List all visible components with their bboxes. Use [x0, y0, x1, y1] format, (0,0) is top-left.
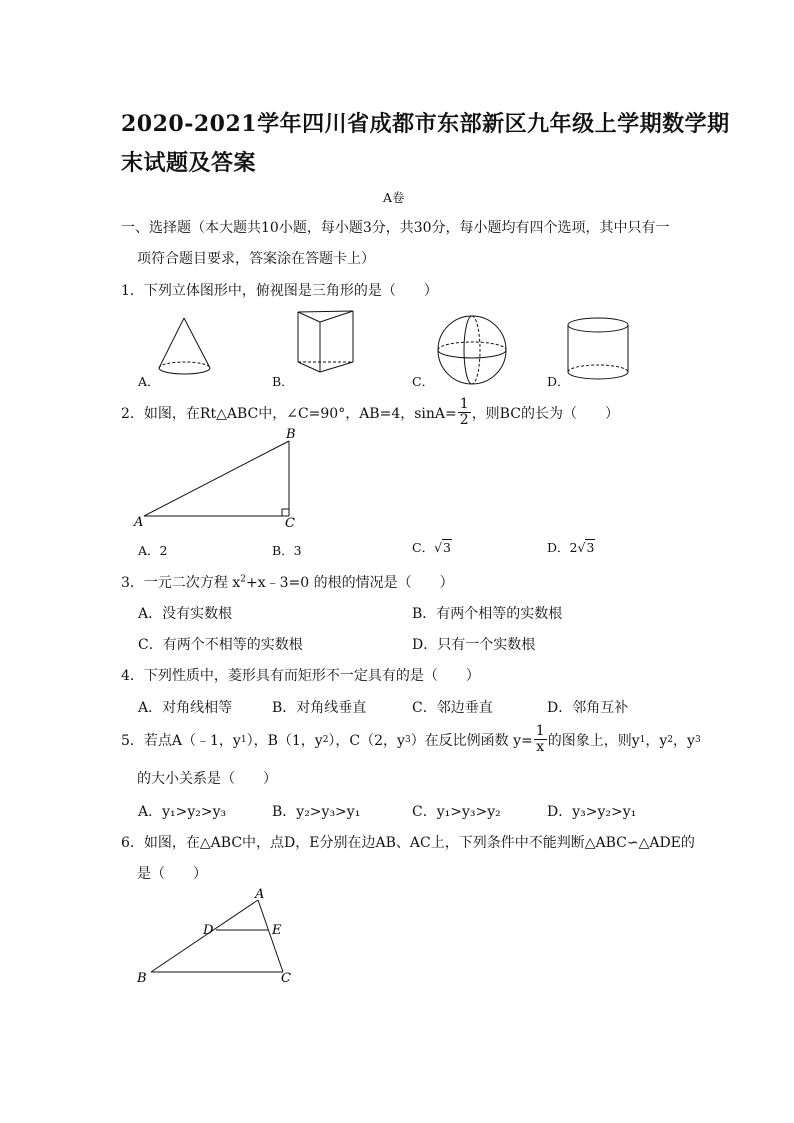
q3-stem-sup: 2 [240, 574, 246, 585]
section-heading-line1: 一、选择题（本大题共10小题，每小题3分，共30分，每小题均有四个选项，其中只有一 [121, 220, 670, 236]
q5-stem [121, 724, 701, 755]
document-title-line1: 2020-2021学年四川省成都市东部新区九年级上学期数学期 [121, 111, 730, 137]
q3-option-b[interactable]: B．有两个相等的实数根 [412, 606, 563, 622]
sphere-icon [438, 316, 506, 384]
q2-label-b: B [286, 427, 296, 442]
q6-stem-line2: 是（ ） [137, 866, 207, 882]
q2-option-d-prefix: D．2 [547, 540, 578, 555]
cone-icon [159, 318, 210, 374]
q3-option-d[interactable]: D．只有一个实数根 [412, 637, 536, 653]
q5-stem-b: ），B（1，y [246, 732, 323, 749]
q2-stem [121, 397, 619, 428]
sqrt-icon: √3 [577, 540, 595, 555]
q6-stem-line1: 6．如图，在△ABC中，点D，E分别在边AB、AC上，下列条件中不能判断△ABC∽△ADE的 [121, 835, 695, 851]
q2-option-b[interactable]: B．3 [272, 543, 302, 558]
q4-stem: 4．下列性质中，菱形具有而矩形不一定具有的是（ ） [121, 668, 480, 684]
q3-option-a[interactable]: A．没有实数根 [138, 606, 233, 622]
q6-triangle-figure [130, 884, 310, 994]
q2-label-c: C [285, 516, 295, 531]
q2-triangle-figure [130, 425, 310, 535]
right-angle-icon [282, 509, 289, 516]
q1-option-b[interactable]: B． [272, 374, 294, 389]
q6-label-a: A [255, 887, 265, 902]
q6-label-c: C [281, 971, 291, 986]
q5-frac-den: x [536, 739, 545, 755]
q6-label-e: E [272, 923, 282, 938]
document-title-line2: 末试题及答案 [121, 150, 257, 176]
q2-option-a[interactable]: A．2 [138, 543, 168, 558]
section-heading-line2: 项符合题目要求，答案涂在答题卡上） [137, 251, 375, 267]
q2-option-c-radicand: 3 [443, 540, 451, 555]
q2-option-d[interactable] [547, 538, 595, 556]
q5-sub-3: 3 [404, 734, 411, 745]
q4-option-b[interactable]: B．对角线垂直 [272, 700, 367, 716]
q5-stem-line2: 的大小关系是（ ） [137, 771, 277, 787]
q2-option-c[interactable] [412, 538, 452, 556]
q5-option-a[interactable]: A．y₁>y₂>y₃ [138, 804, 227, 820]
q5-stem-g: ，y [673, 732, 695, 749]
q5-sub-2b: 2 [667, 734, 674, 745]
q2-stem-b: ，则BC的长为（ ） [471, 405, 619, 422]
q5-frac-num: 1 [535, 723, 545, 739]
q2-option-c-prefix: C． [412, 540, 435, 555]
q5-stem-f: ，y [645, 732, 668, 749]
q5-option-b[interactable]: B．y₂>y₃>y₁ [272, 804, 361, 820]
q5-sub-1b: 1 [639, 734, 646, 745]
q2-side-ab [144, 441, 289, 516]
q4-option-a[interactable]: A．对角线相等 [138, 700, 233, 716]
q5-fraction [534, 724, 547, 755]
q6-label-d: D [203, 923, 214, 938]
volume-label: A卷 [383, 190, 405, 205]
cylinder-icon [568, 318, 628, 379]
q1-option-a[interactable]: A． [138, 374, 160, 389]
sqrt-icon: √3 [434, 540, 451, 555]
q2-frac-den: 2 [459, 412, 469, 428]
q2-fraction [458, 397, 471, 428]
q4-option-d[interactable]: D．邻角互补 [547, 700, 629, 716]
q2-stem-a: 2．如图，在Rt△ABC中，∠C=90°，AB=4，sinA= [121, 405, 457, 422]
q5-stem-d: ）在反比例函数 y= [410, 732, 533, 749]
q5-stem-e: 的图象上，则y [547, 732, 640, 749]
q5-sub-2: 2 [322, 734, 329, 745]
q3-option-c[interactable]: C．有两个不相等的实数根 [138, 637, 303, 653]
q3-stem-a: 3．一元二次方程 x [121, 575, 241, 591]
q5-option-d[interactable]: D．y₃>y₂>y₁ [547, 804, 637, 820]
q5-sub-3b: 3 [694, 734, 701, 745]
q2-option-d-radicand: 3 [586, 540, 595, 555]
triangular-prism-icon [298, 311, 353, 372]
q5-sub-1: 1 [240, 734, 247, 745]
q1-option-c[interactable]: C． [412, 374, 435, 389]
q3-stem [121, 572, 454, 592]
q3-stem-b: +x﹣3=0 的根的情况是（ ） [246, 575, 454, 591]
q2-frac-num: 1 [459, 396, 469, 412]
q1-option-d[interactable]: D． [547, 374, 570, 389]
q2-label-a: A [134, 515, 144, 530]
q5-stem-a: 5．若点A（﹣1，y [121, 732, 241, 749]
q1-stem: 1．下列立体图形中，俯视图是三角形的是（ ） [121, 283, 438, 299]
q6-label-b: B [137, 971, 147, 986]
q5-stem-c: ），C（2，y [328, 732, 405, 749]
q5-option-c[interactable]: C．y₁>y₃>y₂ [412, 804, 501, 820]
q4-option-c[interactable]: C．邻边垂直 [412, 700, 493, 716]
